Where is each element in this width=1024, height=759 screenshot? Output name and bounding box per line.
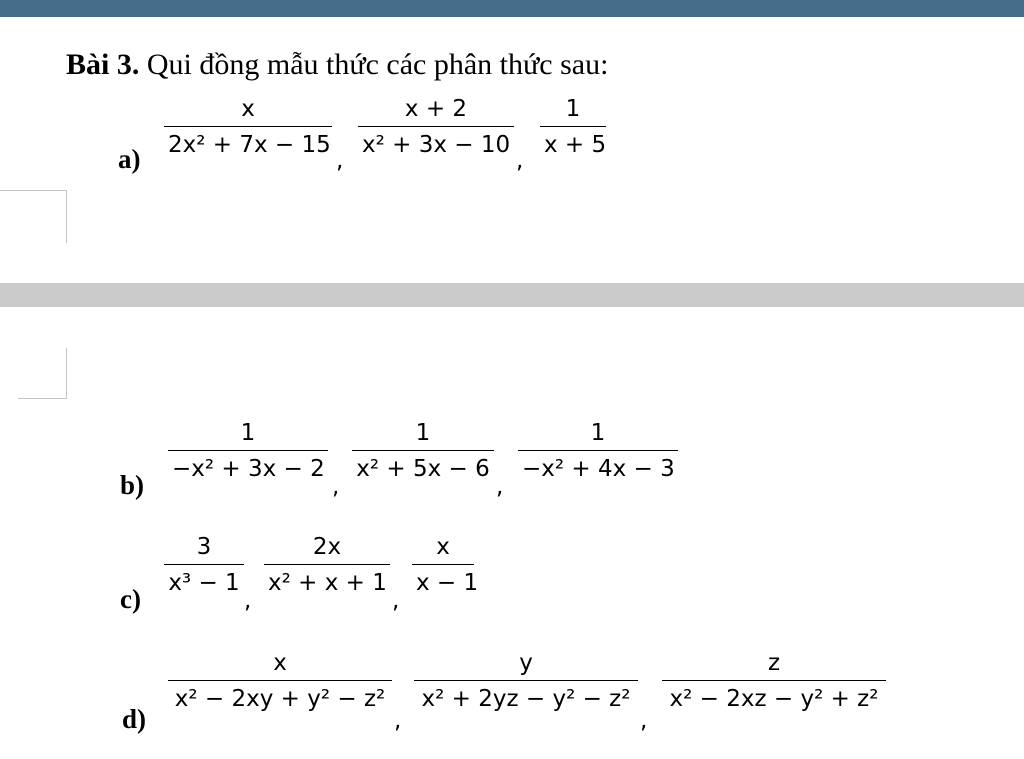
comma: , [640, 708, 648, 734]
numerator: y [519, 650, 533, 676]
fraction-d-2 [414, 650, 638, 712]
fraction-b-2 [352, 420, 494, 482]
fraction-c-3 [412, 534, 479, 596]
denominator: x² + 2yz − y² − z² [414, 680, 638, 712]
fraction-c-2 [264, 534, 390, 596]
comma: , [332, 474, 340, 500]
numerator: 1 [415, 420, 431, 446]
fraction-a-3 [540, 96, 606, 158]
part-d-label: d) [122, 704, 147, 734]
numerator: 1 [240, 420, 256, 446]
denominator: x − 1 [412, 564, 474, 596]
comma: , [392, 588, 400, 614]
comma: , [244, 588, 252, 614]
numerator: 3 [196, 534, 212, 560]
comma: , [516, 148, 524, 174]
top-bar [0, 0, 1024, 17]
numerator: x + 2 [404, 96, 468, 122]
exercise-number: Bài 3. [66, 48, 140, 81]
part-b-label: b) [120, 470, 145, 500]
comma: , [336, 148, 344, 174]
numerator: x [241, 96, 255, 122]
frame-corner [18, 348, 67, 399]
fraction-b-3 [518, 420, 678, 482]
fraction-a-1 [164, 96, 332, 158]
comma: , [394, 708, 402, 734]
denominator: x² + x + 1 [264, 564, 390, 596]
fraction-d-3 [662, 650, 886, 712]
separator-bar [0, 283, 1024, 307]
fraction-a-2 [358, 96, 514, 158]
frame-corner [0, 190, 67, 243]
numerator: 1 [565, 96, 581, 122]
fraction-c-1 [164, 534, 244, 596]
part-c-label: c) [120, 584, 141, 614]
denominator: x² − 2xy + y² − z² [168, 680, 392, 712]
numerator: 1 [590, 420, 606, 446]
denominator: x³ − 1 [164, 564, 244, 596]
exercise-title [66, 48, 608, 82]
denominator: x² + 3x − 10 [358, 126, 514, 158]
denominator: −x² + 4x − 3 [518, 450, 678, 482]
part-a-label: a) [118, 144, 141, 174]
comma: , [496, 474, 504, 500]
numerator: x [436, 534, 450, 560]
fraction-d-1 [168, 650, 392, 712]
fraction-b-1 [168, 420, 328, 482]
numerator: z [767, 650, 781, 676]
denominator: x + 5 [540, 126, 606, 158]
exercise-instruction: Qui đồng mẫu thức các phân thức sau: [146, 48, 609, 81]
numerator: x [273, 650, 287, 676]
denominator: 2x² + 7x − 15 [164, 126, 332, 158]
denominator: −x² + 3x − 2 [168, 450, 328, 482]
denominator: x² + 5x − 6 [352, 450, 494, 482]
denominator: x² − 2xz − y² + z² [662, 680, 886, 712]
numerator: 2x [312, 534, 342, 560]
